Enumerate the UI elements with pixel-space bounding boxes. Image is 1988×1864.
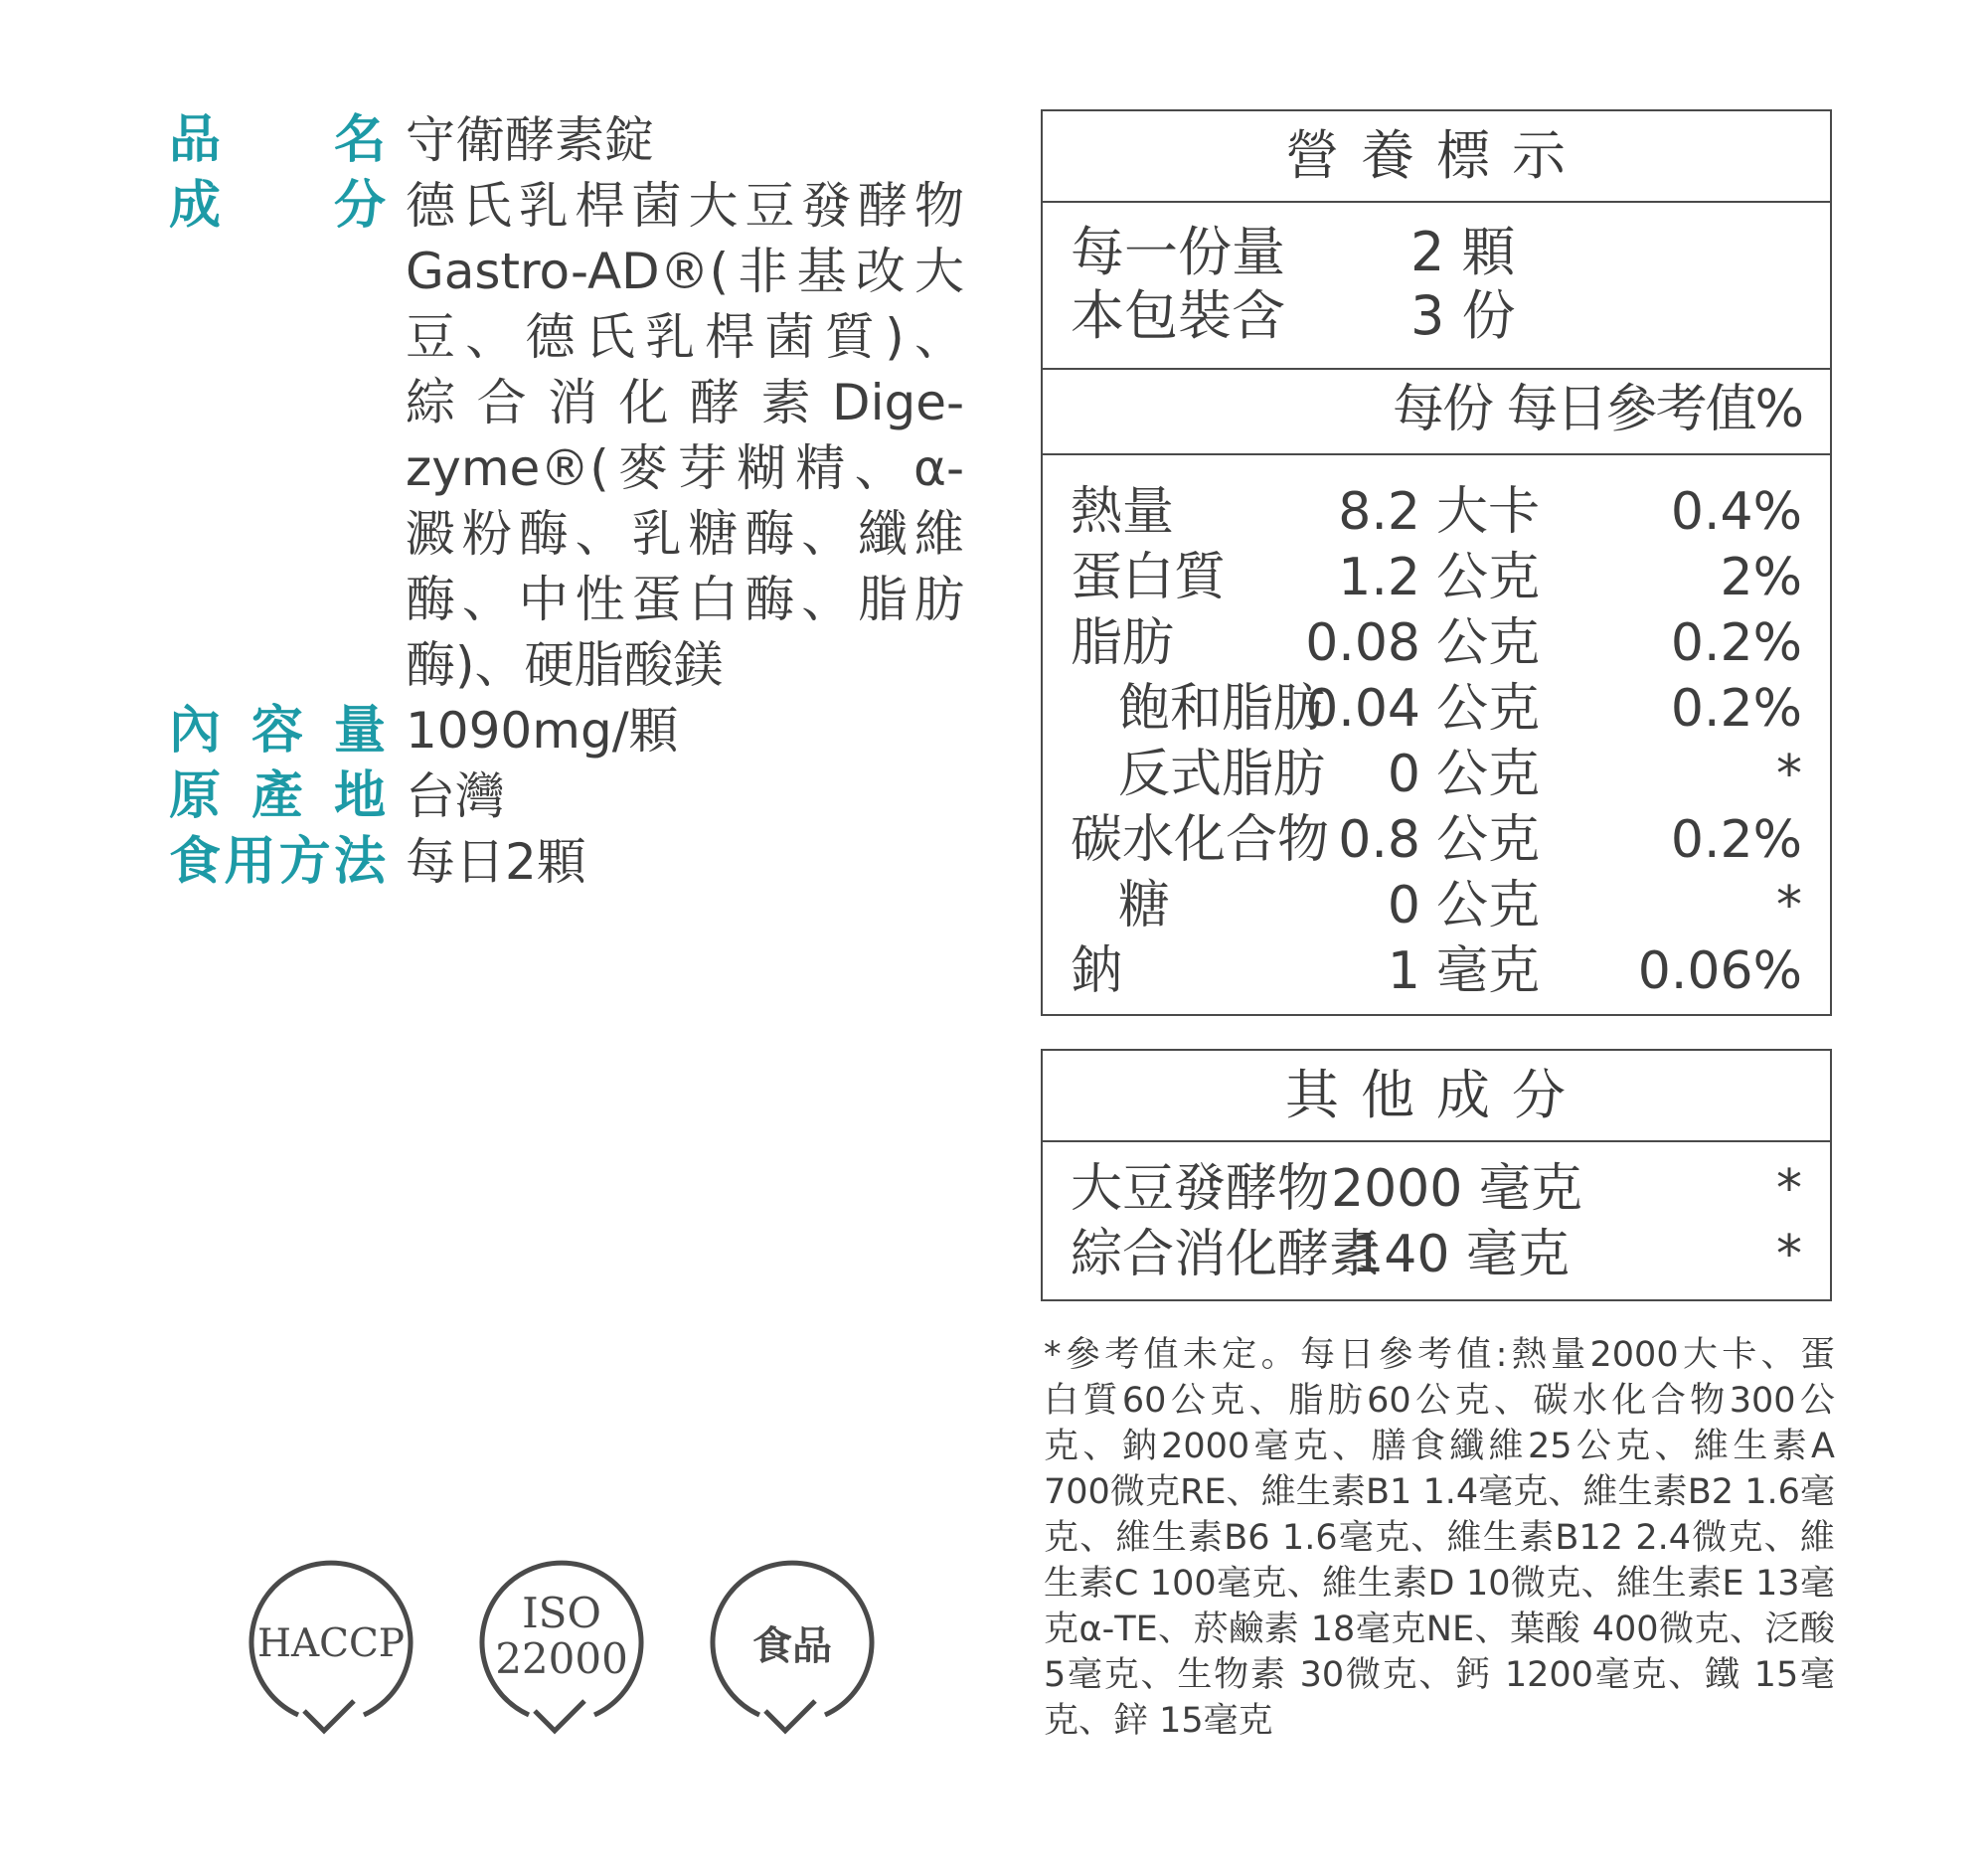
nutrient-row (1043, 676, 1830, 742)
daily-reference-footnote (1044, 1332, 1835, 1744)
nutrient-unit: 大卡 (1436, 482, 1541, 542)
nutrient-name: 飽和脂肪 (1118, 679, 1326, 739)
nutrient-name: 熱量 (1071, 482, 1175, 542)
nutrient-amount: 0.04 (1305, 679, 1420, 739)
footnote-line: 生素C 100毫克、維生素D 10微克、維生素E 13毫 (1044, 1564, 1835, 1604)
nutrient-amount: 8.2 (1338, 482, 1420, 542)
other-name: 大豆發酵物 (1071, 1159, 1330, 1219)
nutrition-table (1041, 109, 1832, 1016)
iso-badge (477, 1556, 646, 1745)
other-ingredients-table (1041, 1049, 1832, 1301)
footnote-line: 700微克RE、維生素B1 1.4毫克、維生素B2 1.6毫 (1044, 1472, 1835, 1512)
serving-size-label: 每一份量 (1071, 221, 1285, 283)
other-qty: 140 毫克 (1351, 1225, 1570, 1284)
footnote-line: 克、鈉2000毫克、膳食纖維25公克、維生素A (1044, 1427, 1835, 1466)
iso-text: ISO (522, 1589, 601, 1637)
nutrient-name: 鈉 (1071, 941, 1123, 1001)
other-qty: 2000 毫克 (1331, 1159, 1582, 1219)
serving-size-value: 2 顆 (1410, 221, 1516, 283)
food-badge-icon (708, 1556, 877, 1745)
ingredients-row (169, 173, 964, 698)
product-info (169, 107, 964, 895)
usage-label: 食用方法 (169, 832, 386, 892)
nutrient-row (1043, 742, 1830, 807)
usage-value: 每日2顆 (406, 833, 586, 891)
haccp-badge (247, 1556, 415, 1745)
nutrient-pct: * (1776, 876, 1802, 935)
nutrient-pct: 0.4% (1670, 482, 1802, 542)
other-pct: * (1776, 1159, 1802, 1219)
footnote-line: 克α-TE、菸鹼素 18毫克NE、葉酸 400微克、泛酸 (1044, 1610, 1835, 1649)
nutrient-name: 碳水化合物 (1071, 810, 1330, 870)
ingredients-line: 綜合消化酵素Dige- (406, 374, 964, 431)
iso-badge-icon (477, 1556, 646, 1745)
origin-label: 原產地 (169, 766, 386, 826)
servings-value: 3 份 (1410, 284, 1516, 347)
other-pct: * (1776, 1225, 1802, 1284)
content-label: 內容量 (169, 701, 386, 761)
usage-row (169, 829, 964, 895)
nutrient-amount: 0 (1387, 876, 1420, 935)
nutrient-pct: 0.2% (1670, 679, 1802, 739)
content-value: 1090mg/顆 (406, 702, 679, 760)
nutrient-pct: 0.2% (1670, 613, 1802, 673)
nutrient-name: 脂肪 (1071, 613, 1175, 673)
footnote-line: 克、鋅 15毫克 (1044, 1701, 1273, 1741)
nutrient-pct: 2% (1720, 548, 1802, 607)
name-value: 守衛酵素錠 (406, 111, 654, 169)
ingredients-line: 澱粉酶、乳糖酶、纖維 (406, 505, 964, 563)
nutrient-amount: 0 (1387, 745, 1420, 804)
nutrient-unit: 公克 (1436, 613, 1541, 673)
nutrient-row (1043, 938, 1830, 1004)
nutrient-pct: 0.2% (1670, 810, 1802, 870)
nutrition-header-section (1043, 370, 1830, 455)
nutrient-unit: 公克 (1436, 548, 1541, 607)
other-rows (1043, 1142, 1830, 1301)
nutrition-column-header: 每份 每日參考值% (1393, 380, 1802, 439)
nutrient-rows (1043, 455, 1830, 1016)
servings-label: 本包裝含 (1071, 284, 1285, 347)
footnote-line: *參考值未定。每日參考值:熱量2000大卡、蛋 (1044, 1335, 1835, 1375)
ingredients-line: Gastro-AD®(非基改大 (406, 243, 964, 300)
ingredients-line: 酶)、硬脂酸鎂 (406, 636, 724, 694)
name-label: 品名 (169, 110, 386, 170)
origin-row (169, 763, 964, 829)
footnote-line: 克、維生素B6 1.6毫克、維生素B12 2.4微克、維 (1044, 1518, 1835, 1558)
other-title: 其他成分 (1043, 1051, 1830, 1142)
ingredients-value (406, 173, 964, 698)
nutrient-row (1043, 873, 1830, 938)
nutrient-unit: 公克 (1436, 745, 1541, 804)
ingredients-label: 成分 (169, 176, 386, 236)
nutrient-amount: 1 (1387, 941, 1420, 1001)
nutrient-name: 糖 (1118, 876, 1171, 935)
ingredients-line: 酶、中性蛋白酶、脂肪 (406, 571, 964, 628)
ingredients-line: zyme®(麥芽糊精、α- (406, 439, 964, 497)
nutrient-row (1043, 479, 1830, 545)
nutrient-row (1043, 807, 1830, 873)
other-name: 綜合消化酵素 (1071, 1225, 1382, 1284)
haccp-text: HACCP (256, 1621, 406, 1666)
nutrient-unit: 公克 (1436, 810, 1541, 870)
other-row (1043, 1222, 1830, 1287)
nutrient-amount: 0.08 (1305, 613, 1420, 673)
other-row (1043, 1156, 1830, 1222)
nutrient-name: 蛋白質 (1071, 548, 1227, 607)
nutrient-unit: 公克 (1436, 679, 1541, 739)
food-badge (708, 1556, 877, 1745)
nutrient-unit: 毫克 (1436, 941, 1541, 1001)
origin-value: 台灣 (406, 767, 505, 825)
ingredients-line: 德氏乳桿菌大豆發酵物 (406, 177, 964, 235)
content-row (169, 698, 964, 763)
ingredients-line: 豆、德氏乳桿菌質)、 (406, 308, 964, 366)
nutrient-row (1043, 545, 1830, 610)
nutrient-unit: 公克 (1436, 876, 1541, 935)
nutrition-title: 營養標示 (1043, 111, 1830, 203)
nutrient-pct: 0.06% (1637, 941, 1802, 1001)
nutrient-name: 反式脂肪 (1118, 745, 1326, 804)
footnote-line: 白質60公克、脂肪60公克、碳水化合物300公 (1044, 1381, 1835, 1421)
serving-section (1043, 203, 1830, 370)
nutrient-amount: 1.2 (1338, 548, 1420, 607)
haccp-badge-icon (247, 1556, 415, 1745)
iso-number-text: 22000 (495, 1634, 628, 1683)
nutrient-amount: 0.8 (1338, 810, 1420, 870)
name-row (169, 107, 964, 173)
food-text: 食品 (752, 1623, 832, 1669)
nutrient-pct: * (1776, 745, 1802, 804)
footnote-line: 5毫克、生物素 30微克、鈣 1200毫克、鐵 15毫 (1044, 1655, 1835, 1695)
nutrient-row (1043, 610, 1830, 676)
